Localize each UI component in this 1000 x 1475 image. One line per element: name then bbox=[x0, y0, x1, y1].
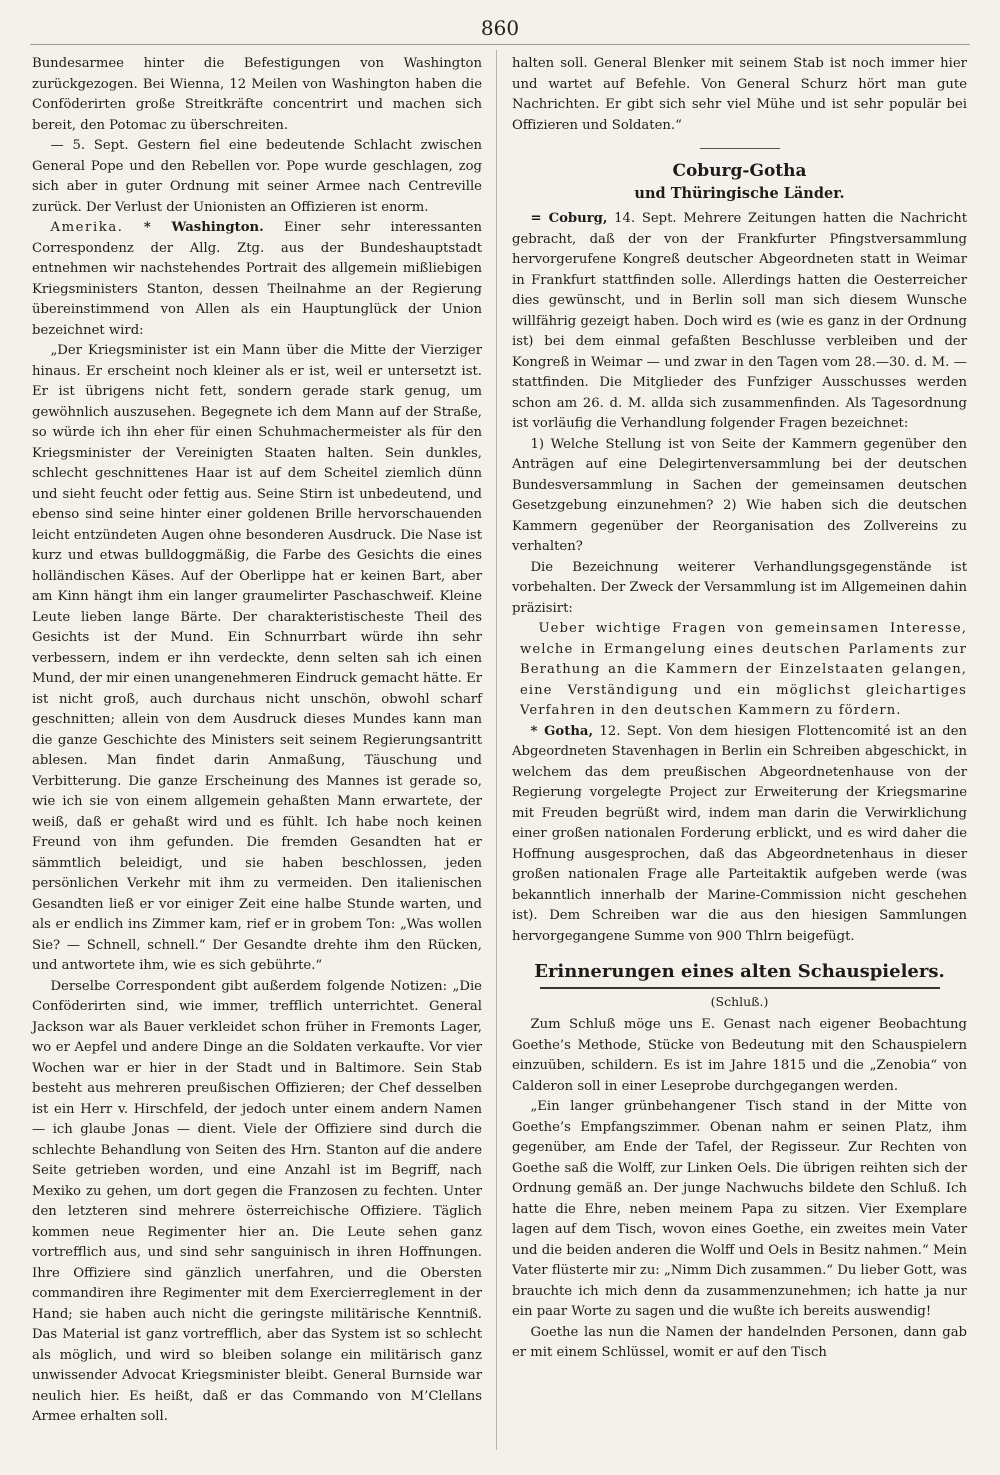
paragraph-coburg bbox=[512, 209, 967, 435]
page-number: 860 bbox=[480, 16, 520, 40]
right-column bbox=[512, 54, 967, 1364]
section-heading-amerika: Amerika. bbox=[50, 220, 124, 235]
dateline-coburg: = Coburg, bbox=[530, 211, 608, 226]
section-rule bbox=[700, 148, 780, 149]
header-rule bbox=[30, 44, 970, 45]
paragraph: Derselbe Correspondent gibt außerdem folgende Notizen: „Die Conföderirten sind, wie immer, trefflich unterrichtet. General Jackson war als Bauer verkleidet schon früher in Fremonts Lager, wo er Aepfel und andere Dinge an die Soldaten verkaufte. Vor vier Wochen war er hier in der Stadt und in Baltimore. Sein Stab besteht aus mehreren preußischen Offizieren; der Chef desselben ist ein Herr v. Hirschfeld, der jedoch unter einem andern Namen — ich glaube Jonas — dient. Viele der Offiziere sind durch die schlechte Behandlung von Seiten des Hrn. Stanton auf die andere Seite getrieben worden, und eine Anzahl ist im Begriff, nach Mexiko zu gehen, um dort gegen die Franzosen zu fechten. Unter den letzteren sind mehrere österreichische Offiziere. Täglich kommen neue Regimenter hier an. Die Leute sehen ganz vortrefflich aus, und sind sehr sanguinisch in ihren Hoffnungen. Ihre Offiziere sind gänzlich unerfahren, und die Obersten commandiren ihre Regimenter mit dem Exercierreglement in der Hand; sie haben auch nicht die geringste militärische Kenntniß. Das Material ist ganz vortrefflich, aber das System ist so schlecht als möglich, und wird so bleiben solange ein militärisch ganz unwissender Advocat Kriegsminister bleibt. General Burnside war neulich hier. Es heißt, daß er das Commando von M’Clellans Armee erhalten soll. bbox=[32, 978, 482, 1424]
dateline-gotha: * Gotha, bbox=[530, 723, 594, 739]
feuilleton-title-rule bbox=[540, 987, 940, 989]
paragraph: „Ein langer grünbehangener Tisch stand in der Mitte von Goethe’s Empfangszimmer. Obenan nahm er seinen Platz, ihm gegenüber, am Ende der Tafel, der Regisseur. Zur Rechten von Goethe saß die Wolff, zur Linken Oels. Die übrigen reihten sich der Ordnung gemäß an. Der junge Nachwuchs bildete den Schluß. Ich hatte die Ehre, neben meinem Papa zu sitzen. Vier Exemplare lagen auf dem Tisch, wovon eines Goethe, ein zweites mein Vater und die beiden anderen die Wolff und Oels in Besitz nahmen.“ Mein Vater flüsterte mir zu: „Nimm Dich zusammen.“ Du lieber Gott, was brauchte ich mich denn da zusammenzunehmen; ich hatte ja nur ein paar Worte zu sagen und die wußte ich bereits auswendig! bbox=[512, 1099, 967, 1319]
dateline-date: 12. Sept. bbox=[599, 723, 662, 739]
paragraph-amerika bbox=[32, 218, 482, 341]
paragraph-gotha bbox=[512, 722, 967, 948]
paragraph: Zum Schluß möge uns E. Genast nach eigener Beobachtung Goethe’s Methode, Stücke von Bedeutung mit den Schauspielern einzuüben, schildern. Es ist im Jahre 1815 und die „Zenobia“ von Calderon soll in einer Leseprobe durchgegangen werden. bbox=[512, 1017, 967, 1094]
section-title: Coburg-Gotha bbox=[672, 161, 807, 181]
dateline-date: 14. Sept. bbox=[614, 211, 677, 226]
quoted-block: Ueber wichtige Fragen von gemeinsamen Interesse, welche in Ermangelung eines deutschen Parlaments zur Berathung an die Kammern der Einzelstaaten gelangen, eine Verständigung und ein möglichst gleichartiges Verfahren in den deutschen Kammern zu fördern. bbox=[520, 621, 967, 718]
left-column bbox=[32, 54, 482, 1428]
paragraph-text: Mehrere Zeitungen hatten die Nachricht gebracht, daß der von der Frankfurter Pfingstversammlung hervorgerufene Kongreß deutscher Abgeordneten statt in Weimar in Frankfurt stattfinden solle. Allerdings hatten die Oesterreicher dies gewünscht, und in Berlin soll man sich diesem Wunsche willfährig gezeigt haben. Doch wird es (wie es ganz in der Ordnung ist) bei dem einmal gefaßten Beschlusse verbleiben und der Kongreß in Weimar — und zwar in den Tagen vom 28.—30. d. M. — stattfinden. Die Mitglieder des Funfziger Ausschusses werden schon am 26. d. M. allda sich zusammenfinden. Als Tagesordnung ist vorläufig die Verhandlung folgender Fragen bezeichnet: bbox=[512, 211, 967, 431]
paragraph-text: Einer sehr interessanten Correspondenz der Allg. Ztg. aus der Bundeshauptstadt entnehmen wir nachstehendes Portrait des allgemein mißliebigen Kriegsministers Stanton, dessen Theilnahme an der Regierung übereinstimmend von Allen als ein Hauptunglück der Union bezeichnet wird: bbox=[32, 220, 482, 338]
paragraph: Goethe las nun die Namen der handelnden Personen, dann gab er mit einem Schlüssel, womit er auf den Tisch bbox=[512, 1324, 967, 1360]
paragraph: „Der Kriegsminister ist ein Mann über die Mitte der Vierziger hinaus. Er erscheint noch kleiner als er ist, weil er untersetzt ist. Er ist übrigens nicht fett, sondern gerade stark genug, um gewöhnlich auszusehen. Begegnete ich dem Mann auf der Straße, so würde ich ihn eher für einen Schuhmachermeister als für den Kriegsminister der Vereinigten Staaten halten. Sein dunkles, schlecht geschnittenes Haar ist auf dem Scheitel ziemlich dünn und sieht feucht oder fettig aus. Seine Stirn ist unbedeutend, und ebenso sind seine hinter einer goldenen Brille hervorschauenden leicht entzündeten Augen ohne besonderen Ausdruck. Die Nase ist kurz und etwas bulldoggmäßig, die Farbe des Gesichts die eines holländischen Käses. Auf der Oberlippe hat er keinen Bart, aber am Kinn hängt ihm ein langer graumelirter Paschaschweif. Kleine Leute lieben lange Bärte. Der charakteristischeste Theil des Gesichts ist der Mund. Ein Schnurrbart würde ihn sehr verbessern, indem er ihn verdeckte, denn selten sah ich einen Mund, der mir einen unangenehmeren Eindruck gemacht hätte. Er ist nicht groß, auch durchaus nicht unschön, obwohl scharf geschnitten; allein von dem Ausdruck dieses Mundes kann man die ganze Geschichte des Ministers seit seinem Regierungsantritt ablesen. Man findet darin Anmaßung, Täuschung und Verbitterung. Die ganze Erscheinung des Mannes ist gerade so, wie ich sie von einem allgemein gehaßten Mann erwartete, der weiß, daß er gehaßt wird und es fühlt. Ich habe noch keinen Freund von ihm gefunden. Die fremden Gesandten hat er sämmtlich beleidigt, und sie haben beschlossen, jeden persönlichen Verkehr mit ihm zu vermeiden. Den italienischen Gesandten ließ er vor einiger Zeit eine halbe Stunde warten, und als er endlich ins Zimmer kam, rief er in grobem Ton: „Was wollen Sie? — Schnell, schnell.“ Der Gesandte drehte ihm den Rücken, und antwortete ihm, wie es sich gebührte.“ bbox=[32, 343, 482, 973]
feuilleton-subtitle: (Schluß.) bbox=[710, 994, 769, 1009]
paragraph-text: Von dem hiesigen Flottencomité ist an den Abgeordneten Stavenhagen in Berlin ein Schreiben abgeschickt, in welchem das dem preußischen Abgeordnetenhause von der Regierung vorgelegte Project zur Erweiterung der Kriegsmarine mit Freuden begrüßt wird, indem man darin die Verwirklichung einer großen nationalen Forderung erblickt, und es wird daher die Hoffnung ausgesprochen, daß das Abgeordnetenhaus in dieser großen nationalen Frage alle Parteitaktik aufgeben werde (was bekanntlich innerhalb der Marine-Commission nicht geschehen ist). Dem Schreiben war die aus den hiesigen Sammlungen hervorgegangene Summe von 900 Thlrn beigefügt. bbox=[512, 723, 967, 944]
paragraph: — 5. Sept. Gestern fiel eine bedeutende Schlacht zwischen General Pope und den Rebellen vor. Pope wurde geschlagen, zog sich aber in guter Ordnung mit seiner Armee nach Centreville zurück. Der Verlust der Unionisten an Offizieren ist enorm. bbox=[32, 138, 482, 215]
dateline-washington: * Washington. bbox=[143, 220, 264, 235]
paragraph: 1) Welche Stellung ist von Seite der Kammern gegenüber den Anträgen auf eine Delegirtenversammlung bei der deutschen Bundesversammlung in Sachen der gemeinsamen deutschen Gesetzgebung einzunehmen? 2) Wie haben sich die deutschen Kammern gegenüber der Reorganisation des Zollvereins zu verhalten? bbox=[512, 436, 967, 554]
feuilleton-title: Erinnerungen eines alten Schauspielers. bbox=[534, 961, 945, 982]
paragraph: halten soll. General Blenker mit seinem Stab ist noch immer hier und wartet auf Befehle. Von General Schurz hört man gute Nachrichten. Er gibt sich sehr viel Mühe und ist sehr populär bei Offizieren und Soldaten.“ bbox=[512, 56, 967, 133]
column-divider bbox=[496, 50, 497, 1450]
paragraph: Die Bezeichnung weiterer Verhandlungsgegenstände ist vorbehalten. Der Zweck der Versammlung ist im Allgemeinen dahin präzisirt: bbox=[512, 559, 967, 616]
section-subtitle: und Thüringische Länder. bbox=[634, 185, 845, 202]
paragraph: Bundesarmee hinter die Befestigungen von Washington zurückgezogen. Bei Wienna, 12 Meilen von Washington haben die Conföderirten große Streitkräfte concentrirt und machen sich bereit, den Potomac zu überschreiten. bbox=[32, 56, 482, 133]
